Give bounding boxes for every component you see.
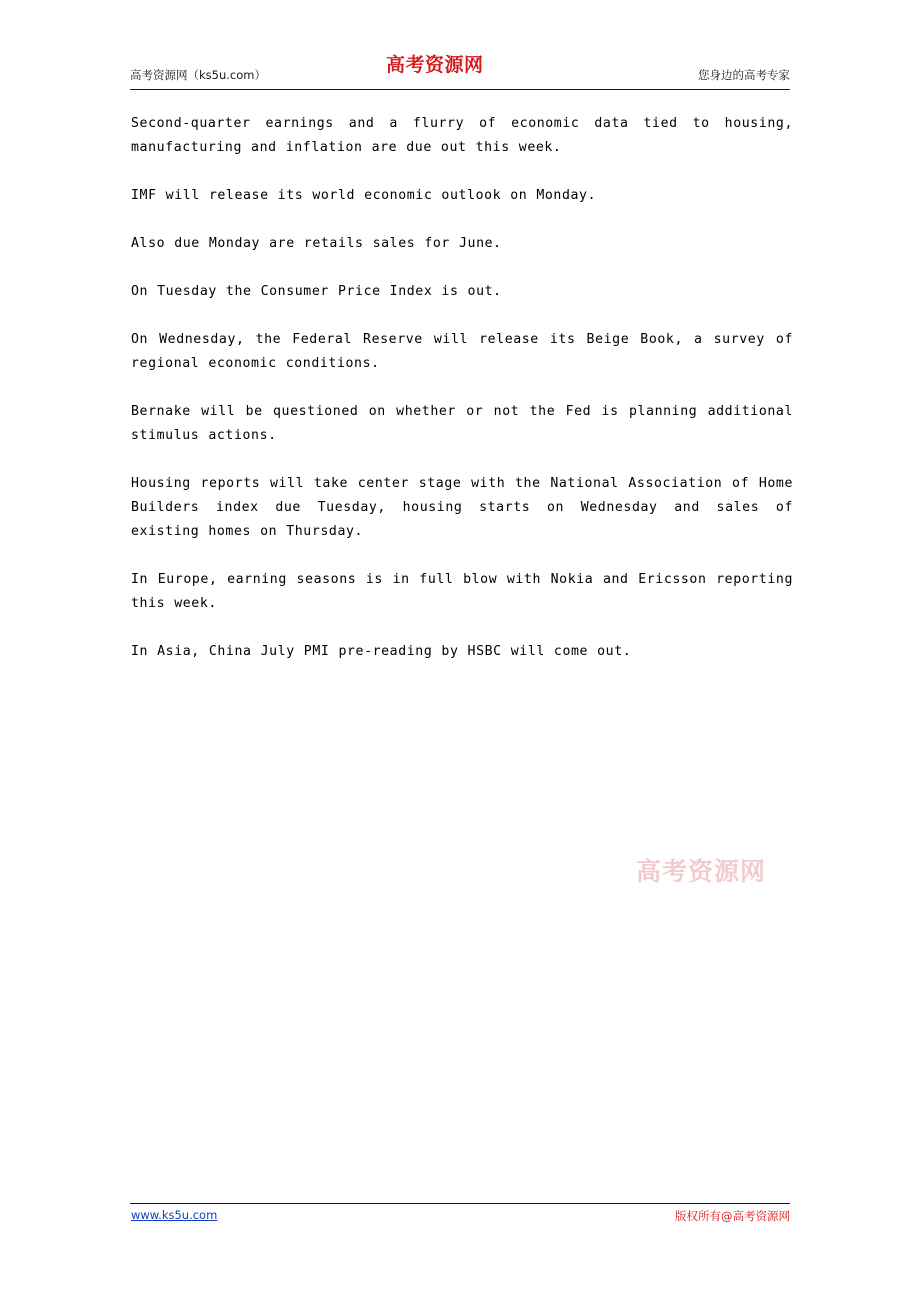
- page-header: [130, 44, 790, 90]
- paragraph: In Asia, China July PMI pre-reading by HSBC will come out.: [131, 644, 632, 659]
- paragraph: On Tuesday the Consumer Price Index is out.: [131, 284, 502, 299]
- paragraph: Bernake will be questioned on whether or not the Fed is planning additional stimulus actions.: [131, 404, 793, 443]
- paragraph: Housing reports will take center stage with the National Association of Home Builders index due Tuesday, housing starts on Wednesday and sales of existing homes on Thursday.: [131, 476, 793, 539]
- header-site-name: 高考资源网（ks5u.com）: [130, 68, 266, 82]
- footer-divider: [130, 1203, 790, 1204]
- footer-copyright: 版权所有@高考资源网: [675, 1209, 790, 1223]
- paragraph: Also due Monday are retails sales for June.: [131, 236, 502, 251]
- watermark: 高考资源网: [636, 857, 767, 886]
- footer-website-link[interactable]: www.ks5u.com: [131, 1208, 218, 1222]
- document-body: [131, 112, 793, 664]
- paragraph: In Europe, earning seasons is in full blow with Nokia and Ericsson reporting this week.: [131, 572, 793, 611]
- paragraph: On Wednesday, the Federal Reserve will release its Beige Book, a survey of regional economic conditions.: [131, 332, 793, 371]
- header-brand-logo: 高考资源网: [386, 54, 484, 76]
- header-divider: [130, 89, 790, 90]
- paragraph: Second-quarter earnings and a flurry of economic data tied to housing, manufacturing and inflation are due out this week.: [131, 116, 793, 155]
- header-slogan: 您身边的高考专家: [698, 68, 790, 82]
- paragraph: IMF will release its world economic outlook on Monday.: [131, 188, 597, 203]
